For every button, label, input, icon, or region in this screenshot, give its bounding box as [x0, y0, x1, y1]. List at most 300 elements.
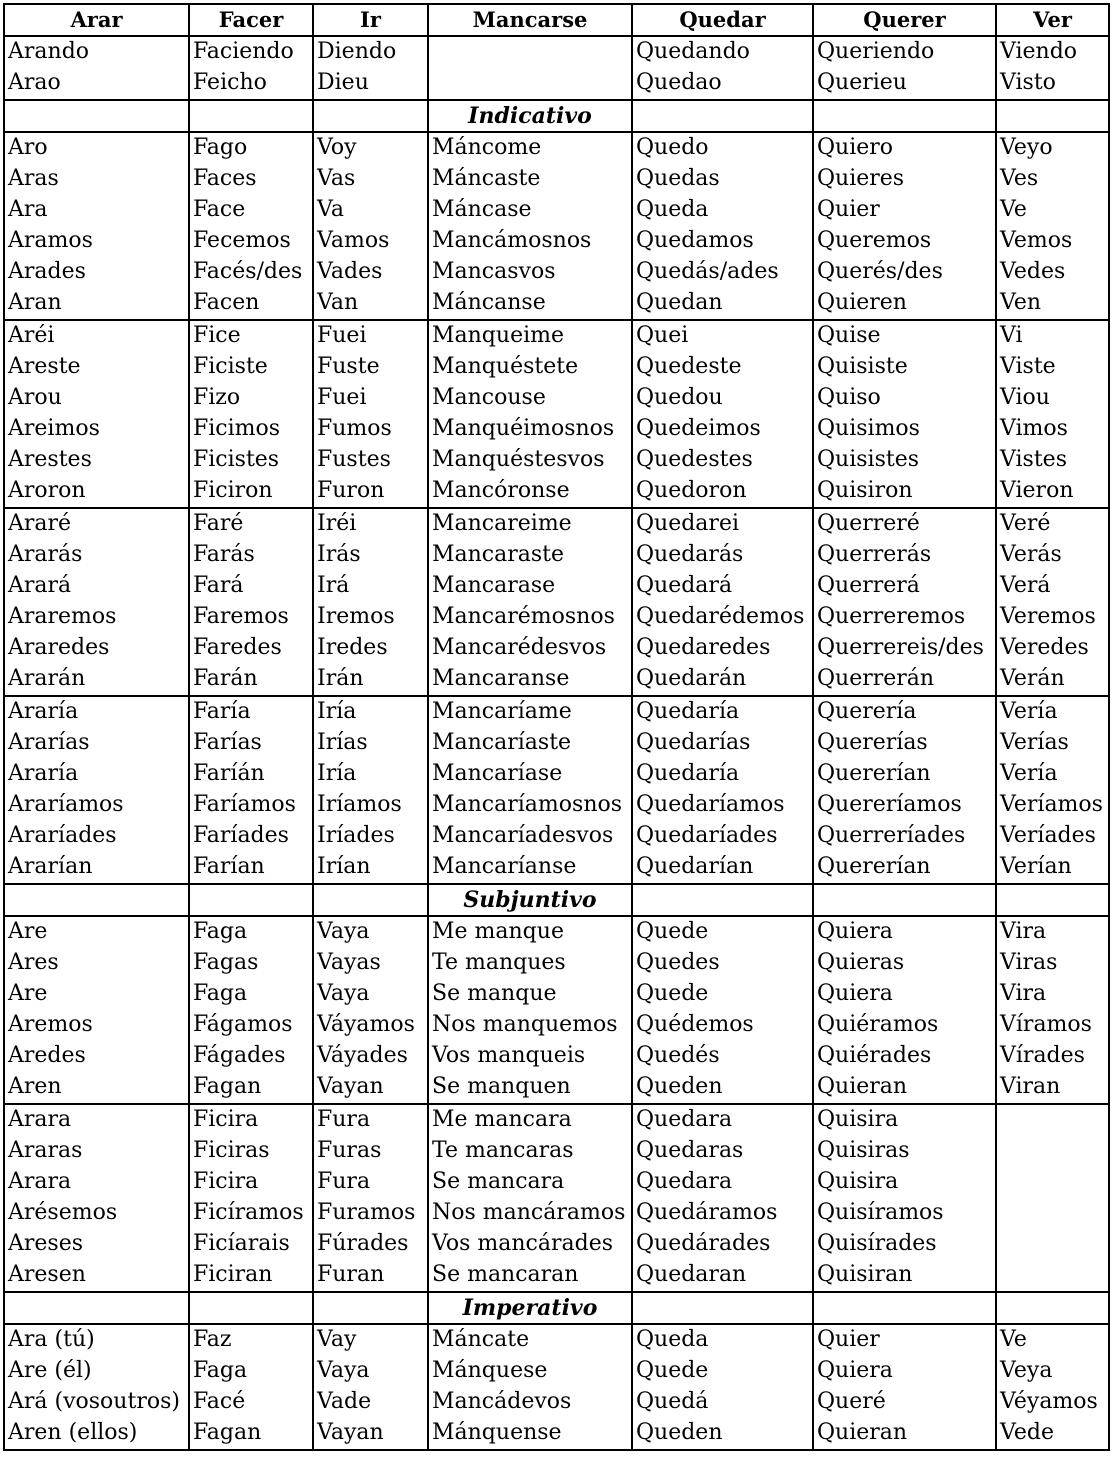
imperativo-row: [4, 1418, 1109, 1450]
table-cell: Víramos: [996, 1010, 1109, 1041]
table-cell: [996, 1136, 1109, 1167]
table-cell: Fura: [313, 1167, 428, 1198]
table-cell: Ficira: [189, 1104, 313, 1136]
indicativo-futuro-row: [4, 633, 1109, 664]
indicativo-section-row: [4, 100, 1109, 132]
table-cell: Ararías: [4, 728, 189, 759]
table-cell: Ve: [996, 195, 1109, 226]
empty-cell: [813, 884, 996, 916]
table-cell: Quieras: [813, 948, 996, 979]
table-cell: Veré: [996, 508, 1109, 540]
table-cell: Querreré: [813, 508, 996, 540]
table-cell: Vayas: [313, 948, 428, 979]
table-cell: Viendo: [996, 36, 1109, 68]
table-cell: Quedaría: [632, 759, 813, 790]
table-cell: Faredes: [189, 633, 313, 664]
table-cell: Quererían: [813, 852, 996, 884]
subjuntivo-imperfecto-row: [4, 1198, 1109, 1229]
indicativo-preterito-row: [4, 383, 1109, 414]
table-cell: [428, 68, 632, 100]
subjuntivo-imperfecto-row: [4, 1167, 1109, 1198]
table-cell: Irías: [313, 728, 428, 759]
table-cell: Se mancara: [428, 1167, 632, 1198]
table-cell: Nos manquemos: [428, 1010, 632, 1041]
table-cell: Quedaran: [632, 1260, 813, 1292]
table-cell: Vira: [996, 979, 1109, 1010]
table-cell: Faga: [189, 979, 313, 1010]
table-cell: Aren: [4, 1072, 189, 1104]
table-cell: Aremos: [4, 1010, 189, 1041]
subjuntivo-imperfecto-row: [4, 1229, 1109, 1260]
subjuntivo-presente-row: [4, 916, 1109, 948]
table-cell: Va: [313, 195, 428, 226]
empty-cell: [189, 1292, 313, 1324]
table-cell: Quedou: [632, 383, 813, 414]
table-cell: Quedaríades: [632, 821, 813, 852]
table-cell: Se mancaran: [428, 1260, 632, 1292]
indicativo-condicional-row: [4, 852, 1109, 884]
table-cell: Dieu: [313, 68, 428, 100]
table-cell: Arara: [4, 1167, 189, 1198]
imperativo-row: [4, 1324, 1109, 1356]
table-cell: Máncate: [428, 1324, 632, 1356]
table-cell: Vistes: [996, 445, 1109, 476]
table-cell: Arésemos: [4, 1198, 189, 1229]
table-cell: Faga: [189, 1356, 313, 1387]
table-cell: Vimos: [996, 414, 1109, 445]
table-cell: Ven: [996, 288, 1109, 320]
indicativo-presente-row: [4, 195, 1109, 226]
table-cell: Quedoron: [632, 476, 813, 508]
table-cell: Aro: [4, 132, 189, 164]
table-cell: Iredes: [313, 633, 428, 664]
table-cell: Farás: [189, 540, 313, 571]
table-cell: Ficiron: [189, 476, 313, 508]
table-cell: Váyades: [313, 1041, 428, 1072]
indicativo-presente-row: [4, 164, 1109, 195]
table-cell: Veríamos: [996, 790, 1109, 821]
table-cell: Quedás/ades: [632, 257, 813, 288]
table-cell: Vi: [996, 320, 1109, 352]
empty-cell: [632, 100, 813, 132]
table-cell: Manqueime: [428, 320, 632, 352]
table-cell: Quedamos: [632, 226, 813, 257]
indicativo-presente-row: [4, 132, 1109, 164]
table-cell: Quedarei: [632, 508, 813, 540]
table-cell: Ficíramos: [189, 1198, 313, 1229]
table-cell: [996, 1229, 1109, 1260]
table-cell: Mancaríase: [428, 759, 632, 790]
table-cell: Quedarías: [632, 728, 813, 759]
table-cell: Mancádevos: [428, 1387, 632, 1418]
table-cell: Me mancara: [428, 1104, 632, 1136]
table-cell: Araría: [4, 696, 189, 728]
empty-cell: [813, 100, 996, 132]
table-cell: Iréi: [313, 508, 428, 540]
table-cell: Querieu: [813, 68, 996, 100]
table-cell: Vaya: [313, 979, 428, 1010]
table-cell: Visto: [996, 68, 1109, 100]
column-header: Facer: [189, 4, 313, 36]
table-cell: Mancaríadesvos: [428, 821, 632, 852]
nonfinite-row: [4, 68, 1109, 100]
table-cell: Vayan: [313, 1418, 428, 1450]
table-cell: Faríán: [189, 759, 313, 790]
table-cell: [996, 1104, 1109, 1136]
indicativo-condicional-row: [4, 728, 1109, 759]
indicativo-preterito-row: [4, 414, 1109, 445]
table-cell: Te mancaras: [428, 1136, 632, 1167]
table-cell: Quedaría: [632, 696, 813, 728]
table-cell: Aren (ellos): [4, 1418, 189, 1450]
table-cell: Mancaraste: [428, 540, 632, 571]
table-cell: [996, 1167, 1109, 1198]
table-cell: Fágamos: [189, 1010, 313, 1041]
indicativo-futuro-row: [4, 664, 1109, 696]
table-cell: Faz: [189, 1324, 313, 1356]
table-cell: Ará (vosoutros): [4, 1387, 189, 1418]
table-cell: Quise: [813, 320, 996, 352]
indicativo-presente-row: [4, 288, 1109, 320]
table-cell: Quedáramos: [632, 1198, 813, 1229]
table-cell: Fágades: [189, 1041, 313, 1072]
table-cell: Ares: [4, 948, 189, 979]
table-cell: Queremos: [813, 226, 996, 257]
table-cell: Arando: [4, 36, 189, 68]
table-cell: Diendo: [313, 36, 428, 68]
table-cell: Vemos: [996, 226, 1109, 257]
table-cell: Van: [313, 288, 428, 320]
table-cell: Ves: [996, 164, 1109, 195]
empty-cell: [4, 100, 189, 132]
table-cell: Aroron: [4, 476, 189, 508]
table-cell: Fagan: [189, 1072, 313, 1104]
table-cell: Facen: [189, 288, 313, 320]
table-cell: Ficistes: [189, 445, 313, 476]
table-cell: Quieres: [813, 164, 996, 195]
table-cell: Quedo: [632, 132, 813, 164]
table-cell: Quedando: [632, 36, 813, 68]
table-cell: [996, 1260, 1109, 1292]
table-cell: Voy: [313, 132, 428, 164]
table-cell: Arestes: [4, 445, 189, 476]
table-cell: Querreremos: [813, 602, 996, 633]
table-cell: Araredes: [4, 633, 189, 664]
table-cell: Mánquense: [428, 1418, 632, 1450]
indicativo-futuro-row: [4, 540, 1109, 571]
column-header: Quedar: [632, 4, 813, 36]
table-cell: Fura: [313, 1104, 428, 1136]
table-cell: Quedeste: [632, 352, 813, 383]
table-cell: Faciendo: [189, 36, 313, 68]
subjuntivo-section-label: Subjuntivo: [428, 884, 632, 916]
conjugation-table: [3, 3, 1110, 1451]
table-cell: Faríamos: [189, 790, 313, 821]
table-cell: Mancóronse: [428, 476, 632, 508]
table-cell: Quedará: [632, 571, 813, 602]
table-cell: Iría: [313, 759, 428, 790]
table-cell: Quererían: [813, 759, 996, 790]
table-cell: Mancaríamosnos: [428, 790, 632, 821]
table-cell: Quiérades: [813, 1041, 996, 1072]
table-cell: Quieran: [813, 1072, 996, 1104]
table-cell: Quedaríamos: [632, 790, 813, 821]
table-cell: Fagan: [189, 1418, 313, 1450]
empty-cell: [632, 1292, 813, 1324]
table-cell: Quedeimos: [632, 414, 813, 445]
table-cell: Mancareime: [428, 508, 632, 540]
empty-cell: [996, 1292, 1109, 1324]
table-cell: Irían: [313, 852, 428, 884]
table-cell: Araré: [4, 508, 189, 540]
table-cell: Vos mancárades: [428, 1229, 632, 1260]
table-cell: Queriendo: [813, 36, 996, 68]
table-cell: Furon: [313, 476, 428, 508]
table-cell: Farías: [189, 728, 313, 759]
table-cell: Verá: [996, 571, 1109, 602]
indicativo-condicional-row: [4, 790, 1109, 821]
table-cell: Quedaras: [632, 1136, 813, 1167]
table-cell: Fizo: [189, 383, 313, 414]
table-cell: Ficiran: [189, 1260, 313, 1292]
table-cell: Querrerá: [813, 571, 996, 602]
table-cell: Quisiron: [813, 476, 996, 508]
table-cell: Viste: [996, 352, 1109, 383]
table-cell: Faremos: [189, 602, 313, 633]
indicativo-preterito-row: [4, 320, 1109, 352]
subjuntivo-imperfecto-row: [4, 1260, 1109, 1292]
table-cell: Me manque: [428, 916, 632, 948]
table-cell: Quiera: [813, 916, 996, 948]
empty-cell: [189, 884, 313, 916]
indicativo-preterito-row: [4, 445, 1109, 476]
table-cell: Mancaríame: [428, 696, 632, 728]
indicativo-condicional-row: [4, 696, 1109, 728]
table-cell: Fuei: [313, 383, 428, 414]
table-cell: Quieran: [813, 1418, 996, 1450]
table-cell: Queré: [813, 1387, 996, 1418]
table-cell: Faces: [189, 164, 313, 195]
table-cell: Manquéstete: [428, 352, 632, 383]
table-cell: Te manques: [428, 948, 632, 979]
table-cell: Aramos: [4, 226, 189, 257]
table-cell: Queden: [632, 1418, 813, 1450]
imperativo-section-row: [4, 1292, 1109, 1324]
table-cell: Vas: [313, 164, 428, 195]
table-cell: Veredes: [996, 633, 1109, 664]
table-cell: Mánquese: [428, 1356, 632, 1387]
table-cell: Vírades: [996, 1041, 1109, 1072]
table-cell: Veríades: [996, 821, 1109, 852]
table-cell: Quédemos: [632, 1010, 813, 1041]
table-cell: Fecemos: [189, 226, 313, 257]
table-cell: Iríades: [313, 821, 428, 852]
table-cell: Ficimos: [189, 414, 313, 445]
table-cell: Quereríamos: [813, 790, 996, 821]
table-cell: Váyamos: [313, 1010, 428, 1041]
table-cell: Faga: [189, 916, 313, 948]
table-cell: Araríades: [4, 821, 189, 852]
imperativo-row: [4, 1356, 1109, 1387]
column-header: Mancarse: [428, 4, 632, 36]
table-cell: Mancarase: [428, 571, 632, 602]
table-cell: Vayan: [313, 1072, 428, 1104]
table-cell: Faré: [189, 508, 313, 540]
empty-cell: [996, 884, 1109, 916]
table-cell: Veyo: [996, 132, 1109, 164]
table-cell: Faríades: [189, 821, 313, 852]
table-cell: Vieron: [996, 476, 1109, 508]
table-cell: Verán: [996, 664, 1109, 696]
table-cell: Mancaríanse: [428, 852, 632, 884]
table-cell: Are (él): [4, 1356, 189, 1387]
table-cell: Vede: [996, 1418, 1109, 1450]
empty-cell: [632, 884, 813, 916]
table-cell: Araríamos: [4, 790, 189, 821]
table-cell: Quisiran: [813, 1260, 996, 1292]
table-cell: Ve: [996, 1324, 1109, 1356]
table-cell: Verías: [996, 728, 1109, 759]
empty-cell: [996, 100, 1109, 132]
table-cell: Máncaste: [428, 164, 632, 195]
table-cell: Fagas: [189, 948, 313, 979]
table-cell: Quererías: [813, 728, 996, 759]
table-cell: Quedes: [632, 948, 813, 979]
table-cell: Ararían: [4, 852, 189, 884]
table-cell: Quedara: [632, 1167, 813, 1198]
table-cell: Faría: [189, 696, 313, 728]
table-cell: Ficiras: [189, 1136, 313, 1167]
table-cell: Quede: [632, 979, 813, 1010]
nonfinite-row: [4, 36, 1109, 68]
column-header: Arar: [4, 4, 189, 36]
table-cell: Vería: [996, 759, 1109, 790]
table-cell: Araremos: [4, 602, 189, 633]
table-cell: Ficira: [189, 1167, 313, 1198]
table-cell: Querreríades: [813, 821, 996, 852]
subjuntivo-presente-row: [4, 1072, 1109, 1104]
table-cell: Viras: [996, 948, 1109, 979]
table-cell: Quier: [813, 195, 996, 226]
table-cell: Arou: [4, 383, 189, 414]
empty-cell: [313, 100, 428, 132]
subjuntivo-presente-row: [4, 1010, 1109, 1041]
table-cell: Vade: [313, 1387, 428, 1418]
table-cell: Vería: [996, 696, 1109, 728]
table-cell: Facés/des: [189, 257, 313, 288]
table-cell: Vamos: [313, 226, 428, 257]
table-cell: Quedestes: [632, 445, 813, 476]
table-cell: Ara: [4, 195, 189, 226]
table-cell: Queda: [632, 195, 813, 226]
table-cell: [428, 36, 632, 68]
table-cell: Quiso: [813, 383, 996, 414]
table-cell: [996, 1198, 1109, 1229]
table-cell: Iríamos: [313, 790, 428, 821]
indicativo-condicional-row: [4, 759, 1109, 790]
table-cell: Mancarédesvos: [428, 633, 632, 664]
table-cell: Iremos: [313, 602, 428, 633]
table-cell: Quier: [813, 1324, 996, 1356]
table-cell: Querrerás: [813, 540, 996, 571]
table-cell: Mancasvos: [428, 257, 632, 288]
table-cell: Querrereis/des: [813, 633, 996, 664]
table-cell: Ficiste: [189, 352, 313, 383]
table-cell: Viou: [996, 383, 1109, 414]
empty-cell: [313, 1292, 428, 1324]
column-header: Ver: [996, 4, 1109, 36]
indicativo-preterito-row: [4, 352, 1109, 383]
table-cell: Quei: [632, 320, 813, 352]
table-cell: Quedá: [632, 1387, 813, 1418]
indicativo-preterito-row: [4, 476, 1109, 508]
table-cell: Araras: [4, 1136, 189, 1167]
table-cell: Areses: [4, 1229, 189, 1260]
table-cell: Fará: [189, 571, 313, 602]
table-cell: Feicho: [189, 68, 313, 100]
table-cell: Quedarás: [632, 540, 813, 571]
table-cell: Quiero: [813, 132, 996, 164]
table-cell: Se manque: [428, 979, 632, 1010]
table-cell: Veremos: [996, 602, 1109, 633]
table-cell: Aran: [4, 288, 189, 320]
table-cell: Quedas: [632, 164, 813, 195]
table-cell: Face: [189, 195, 313, 226]
table-cell: Quedárades: [632, 1229, 813, 1260]
table-cell: Irá: [313, 571, 428, 602]
table-cell: Querrerán: [813, 664, 996, 696]
table-cell: Arara: [4, 1104, 189, 1136]
table-cell: Arará: [4, 571, 189, 602]
column-header: Querer: [813, 4, 996, 36]
table-cell: Mancouse: [428, 383, 632, 414]
table-cell: Mancaríaste: [428, 728, 632, 759]
table-cell: Máncase: [428, 195, 632, 226]
table-cell: Manquéimosnos: [428, 414, 632, 445]
table-cell: Máncanse: [428, 288, 632, 320]
table-cell: Facé: [189, 1387, 313, 1418]
table-cell: Arades: [4, 257, 189, 288]
table-cell: Quisiras: [813, 1136, 996, 1167]
table-cell: Fumos: [313, 414, 428, 445]
indicativo-futuro-row: [4, 602, 1109, 633]
table-cell: Viran: [996, 1072, 1109, 1104]
table-cell: Vades: [313, 257, 428, 288]
table-cell: Furan: [313, 1260, 428, 1292]
table-cell: Mancaranse: [428, 664, 632, 696]
empty-cell: [813, 1292, 996, 1324]
indicativo-presente-row: [4, 257, 1109, 288]
empty-cell: [189, 100, 313, 132]
table-cell: Quede: [632, 1356, 813, 1387]
table-cell: Se manquen: [428, 1072, 632, 1104]
table-cell: Aredes: [4, 1041, 189, 1072]
table-cell: Ararán: [4, 664, 189, 696]
table-cell: Vaya: [313, 916, 428, 948]
table-cell: Furamos: [313, 1198, 428, 1229]
subjuntivo-presente-row: [4, 948, 1109, 979]
subjuntivo-imperfecto-row: [4, 1136, 1109, 1167]
indicativo-section-label: Indicativo: [428, 100, 632, 132]
table-cell: Vaya: [313, 1356, 428, 1387]
table-cell: Areste: [4, 352, 189, 383]
imperativo-section-label: Imperativo: [428, 1292, 632, 1324]
table-cell: Nos mancáramos: [428, 1198, 632, 1229]
subjuntivo-presente-row: [4, 1041, 1109, 1072]
indicativo-futuro-row: [4, 571, 1109, 602]
indicativo-presente-row: [4, 226, 1109, 257]
imperativo-row: [4, 1387, 1109, 1418]
